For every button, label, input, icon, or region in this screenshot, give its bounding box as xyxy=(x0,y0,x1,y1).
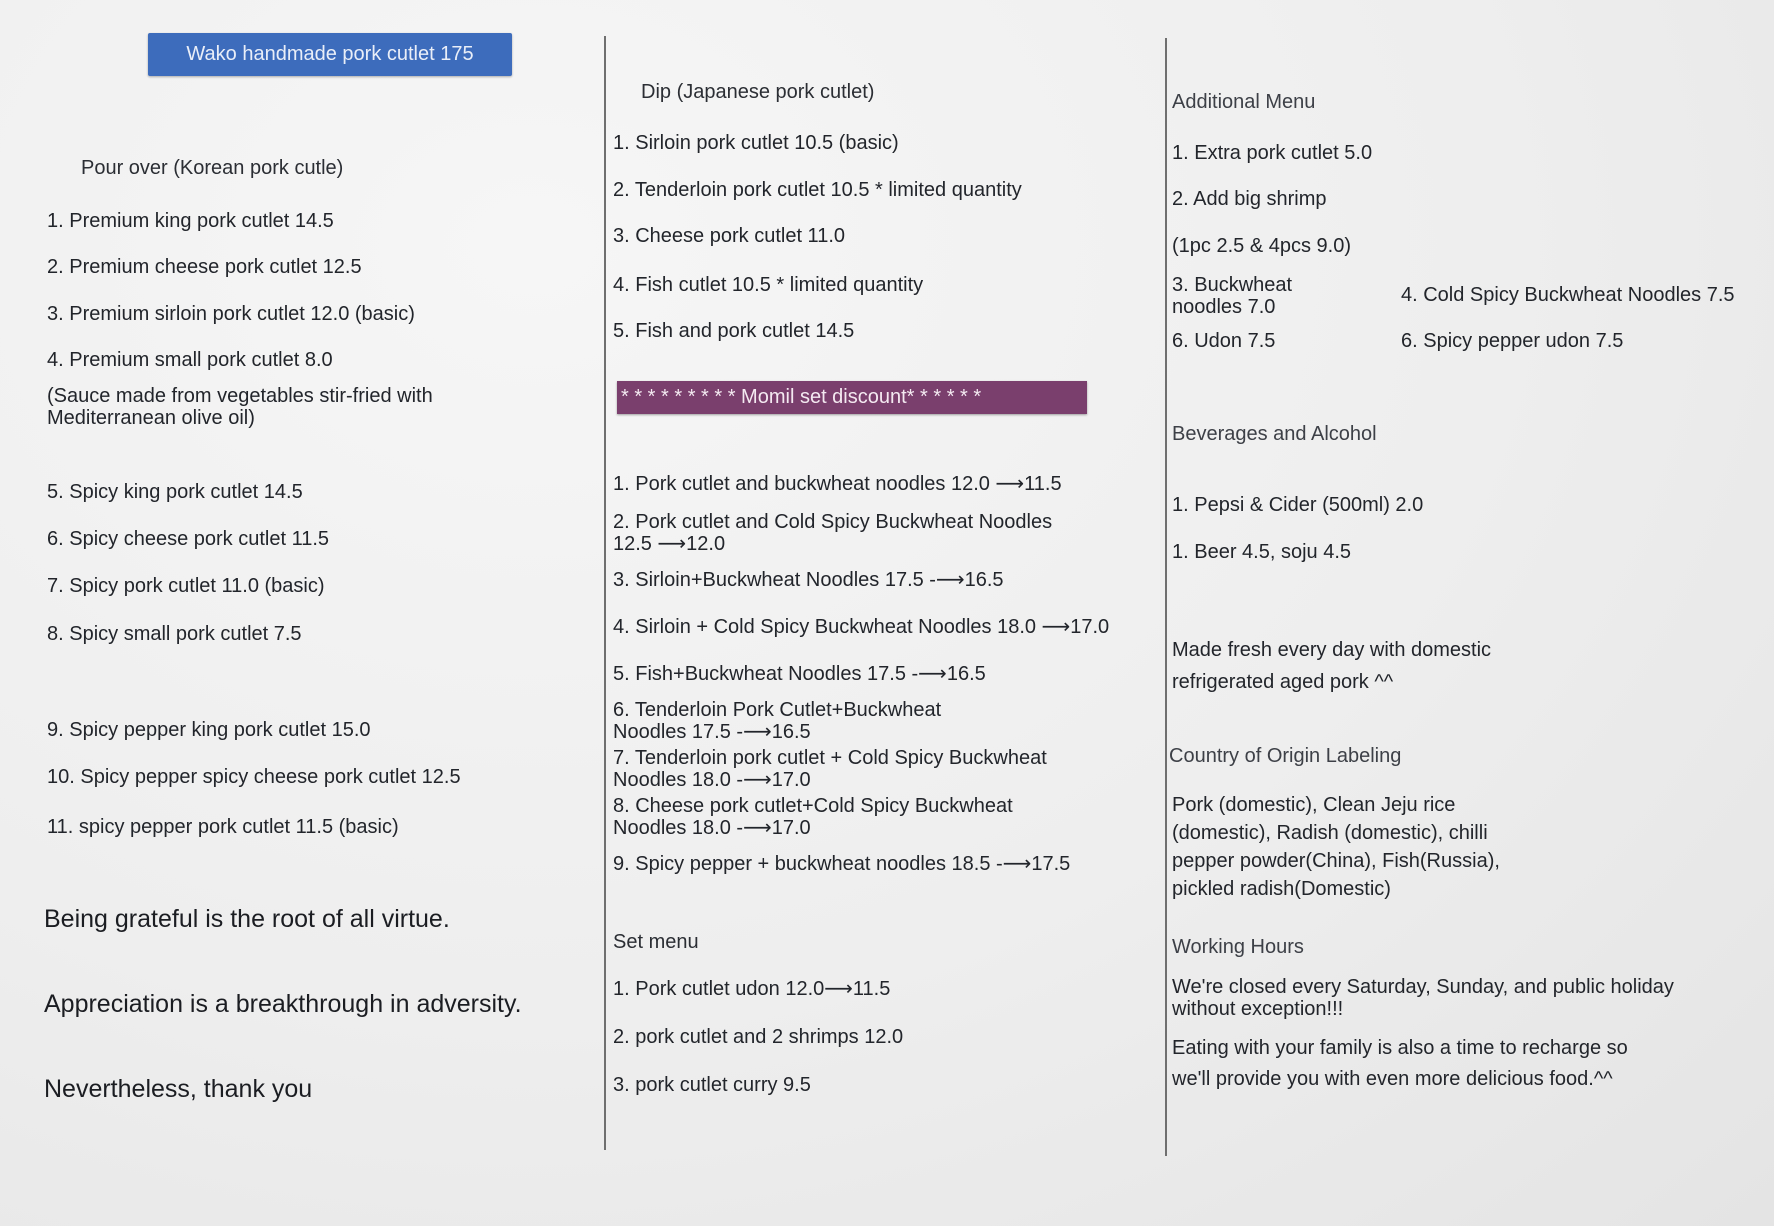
discount-item: 1. Pork cutlet and buckwheat noodles 12.0 ⟶11.5 xyxy=(613,473,1062,495)
menu-item: 1. Sirloin pork cutlet 10.5 (basic) xyxy=(613,132,899,154)
origin-text: Pork (domestic), Clean Jeju rice (domestic), Radish (domestic), chilli pepper powder(China), Fish(Russia), pickled radish(Domestic) xyxy=(1172,794,1500,900)
menu-item: 2. Tenderloin pork cutlet 10.5 * limited quantity xyxy=(613,179,1022,201)
set-menu-item: 1. Pork cutlet udon 12.0⟶11.5 xyxy=(613,978,891,1000)
discount-item: 2. Pork cutlet and Cold Spicy Buckwheat Noodles 12.5 ⟶12.0 xyxy=(613,511,1053,555)
additional-item: (1pc 2.5 & 4pcs 9.0) xyxy=(1172,235,1351,257)
discount-item: 4. Sirloin + Cold Spicy Buckwheat Noodles 18.0 ⟶17.0 xyxy=(613,616,1110,638)
menu-item: 1. Premium king pork cutlet 14.5 xyxy=(47,210,334,232)
quote-appreciation: Appreciation is a breakthrough in adversity. xyxy=(44,990,522,1018)
column-divider-right xyxy=(1165,38,1167,1156)
quote-thank-you: Nevertheless, thank you xyxy=(44,1075,313,1103)
working-hours-text: We're closed every Saturday, Sunday, and public holiday without exception!!! xyxy=(1172,976,1674,1020)
menu-item: 10. Spicy pepper spicy cheese pork cutlet 12.5 xyxy=(47,766,461,788)
discount-item: 7. Tenderloin pork cutlet + Cold Spicy Buckwheat Noodles 18.0 -⟶17.0 xyxy=(613,747,1047,791)
pour-over-heading: Pour over (Korean pork cutle) xyxy=(81,157,344,179)
sauce-note: (Sauce made from vegetables stir-fried with Mediterranean olive oil) xyxy=(47,385,433,429)
additional-item: 6. Udon 7.5 xyxy=(1172,330,1276,352)
additional-item: 2. Add big shrimp xyxy=(1172,188,1327,210)
menu-item: 11. spicy pepper pork cutlet 11.5 (basic) xyxy=(47,816,399,838)
dip-heading: Dip (Japanese pork cutlet) xyxy=(641,81,875,103)
menu-item: 4. Premium small pork cutlet 8.0 xyxy=(47,349,333,371)
menu-item: 2. Premium cheese pork cutlet 12.5 xyxy=(47,256,362,278)
additional-item: 3. Buckwheat noodles 7.0 xyxy=(1172,274,1293,318)
beverage-item: 1. Pepsi & Cider (500ml) 2.0 xyxy=(1172,494,1424,516)
menu-item: 5. Spicy king pork cutlet 14.5 xyxy=(47,481,303,503)
beverages-heading: Beverages and Alcohol xyxy=(1172,423,1377,445)
menu-item: 7. Spicy pork cutlet 11.0 (basic) xyxy=(47,575,325,597)
family-note: Eating with your family is also a time to recharge so we'll provide you with even more delicious food.^^ xyxy=(1172,1037,1628,1090)
set-discount-banner xyxy=(617,381,1087,414)
menu-item: 8. Spicy small pork cutlet 7.5 xyxy=(47,623,302,645)
restaurant-title-banner: Wako handmade pork cutlet 175 xyxy=(148,33,512,76)
discount-item: 8. Cheese pork cutlet+Cold Spicy Buckwheat Noodles 18.0 -⟶17.0 xyxy=(613,795,1013,839)
menu-item: 4. Fish cutlet 10.5 * limited quantity xyxy=(613,274,924,296)
set-menu-item: 3. pork cutlet curry 9.5 xyxy=(613,1074,811,1096)
discount-item: 3. Sirloin+Buckwheat Noodles 17.5 -⟶16.5 xyxy=(613,569,1004,591)
beverage-item: 1. Beer 4.5, soju 4.5 xyxy=(1172,541,1352,563)
working-hours-heading: Working Hours xyxy=(1172,936,1304,958)
discount-item: 9. Spicy pepper + buckwheat noodles 18.5 -⟶17.5 xyxy=(613,853,1071,875)
menu-item: 3. Premium sirloin pork cutlet 12.0 (basic) xyxy=(47,303,415,325)
additional-item: 1. Extra pork cutlet 5.0 xyxy=(1172,142,1373,164)
set-menu-heading: Set menu xyxy=(613,931,699,953)
menu-item: 9. Spicy pepper king pork cutlet 15.0 xyxy=(47,719,371,741)
menu-item: 3. Cheese pork cutlet 11.0 xyxy=(613,225,845,247)
quote-gratitude: Being grateful is the root of all virtue. xyxy=(44,905,450,933)
origin-heading: Country of Origin Labeling xyxy=(1169,745,1402,767)
column-divider-left xyxy=(604,36,606,1150)
additional-item: 4. Cold Spicy Buckwheat Noodles 7.5 xyxy=(1401,284,1735,306)
set-discount-banner-label: * * * * * * * * * Momil set discount* * * * * * xyxy=(621,386,982,408)
menu-item: 6. Spicy cheese pork cutlet 11.5 xyxy=(47,528,330,550)
discount-item: 6. Tenderloin Pork Cutlet+Buckwheat Noodles 17.5 -⟶16.5 xyxy=(613,699,942,743)
fresh-note: Made fresh every day with domestic refrigerated aged pork ^^ xyxy=(1172,639,1492,693)
discount-item: 5. Fish+Buckwheat Noodles 17.5 -⟶16.5 xyxy=(613,663,986,685)
menu-item: 5. Fish and pork cutlet 14.5 xyxy=(613,320,855,342)
additional-item: 6. Spicy pepper udon 7.5 xyxy=(1401,330,1624,352)
additional-menu-heading: Additional Menu xyxy=(1172,91,1316,113)
set-menu-item: 2. pork cutlet and 2 shrimps 12.0 xyxy=(613,1026,904,1048)
